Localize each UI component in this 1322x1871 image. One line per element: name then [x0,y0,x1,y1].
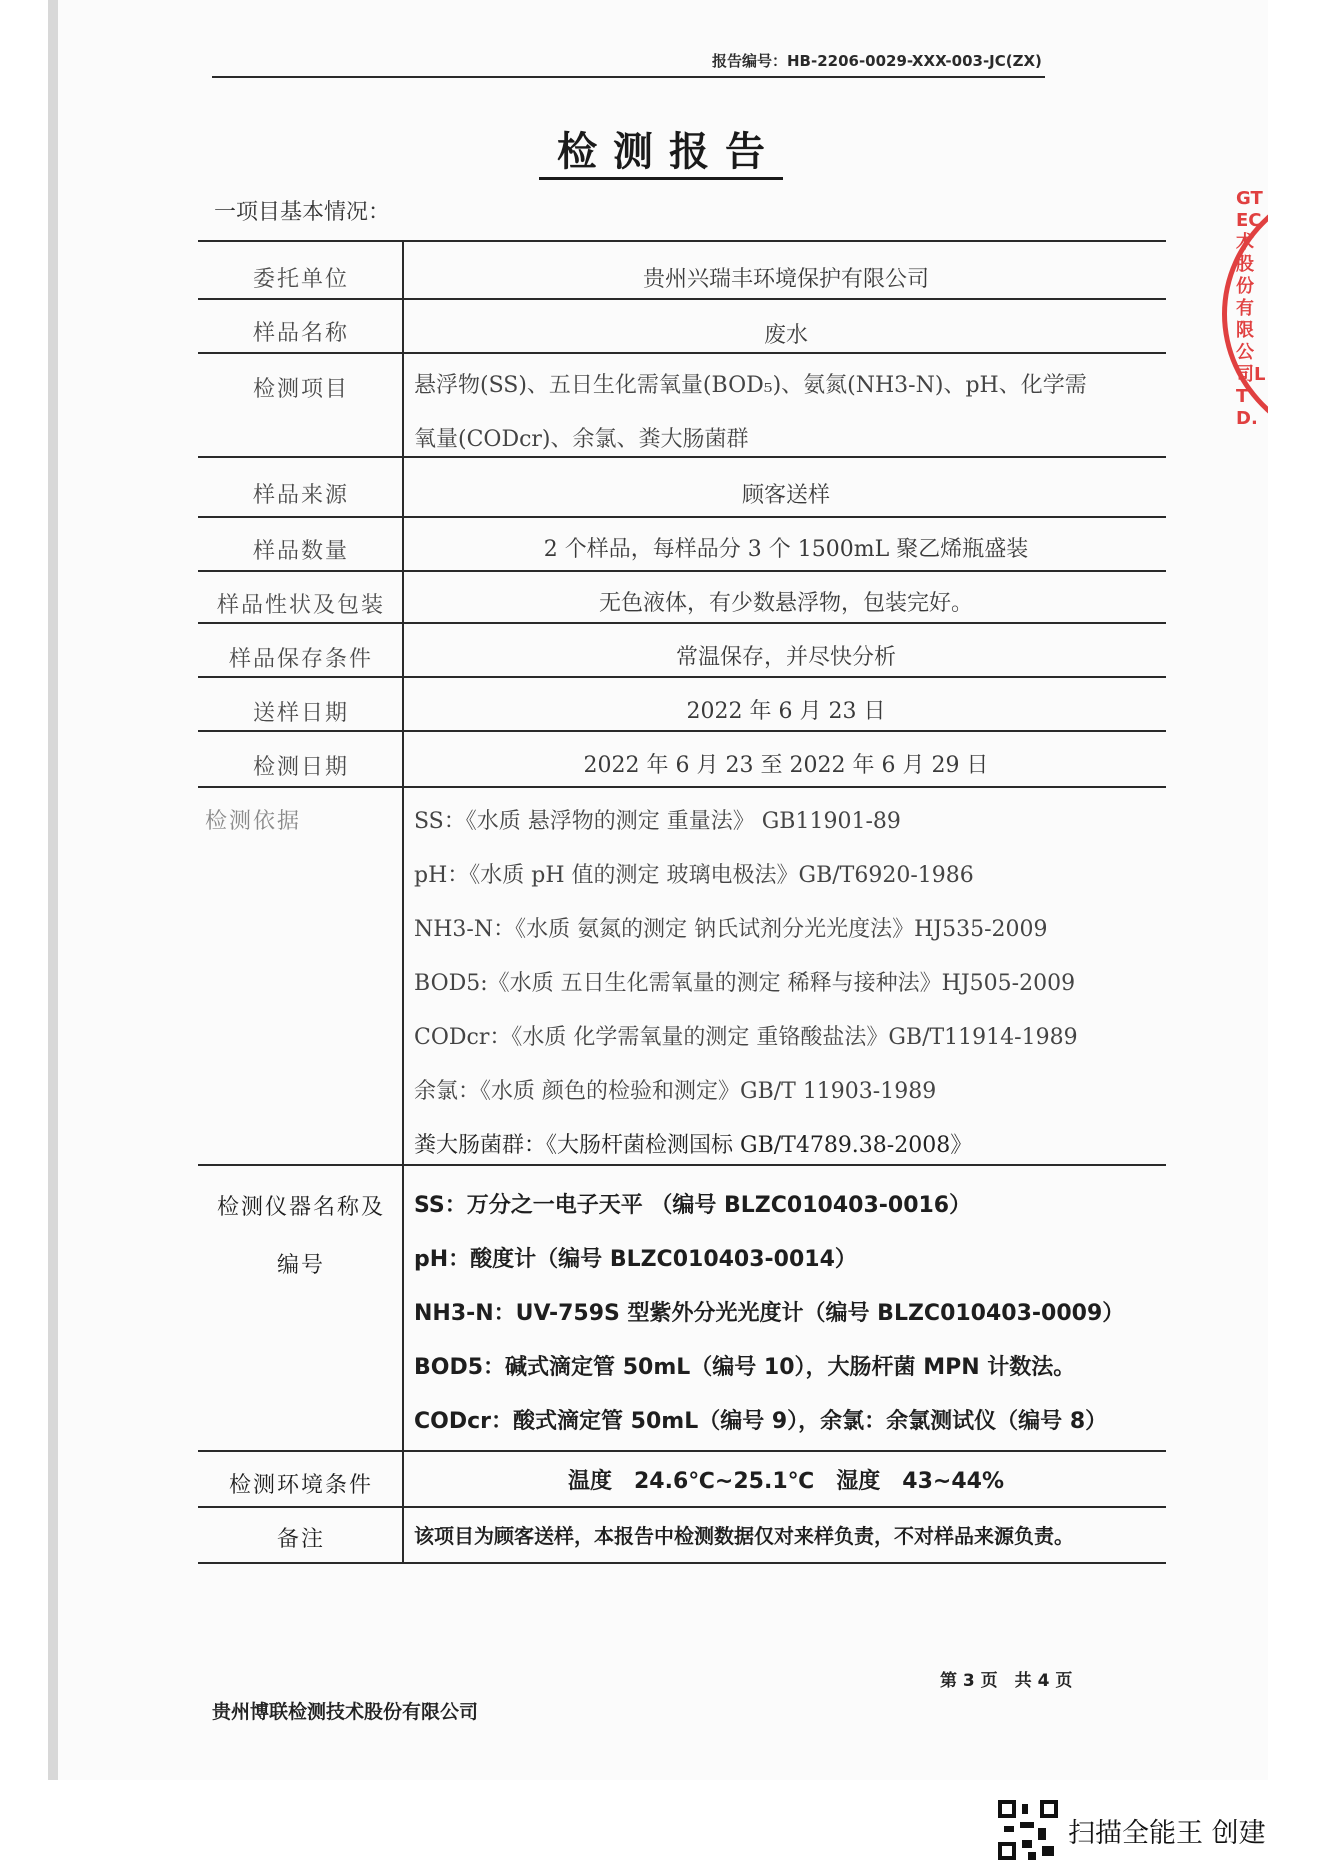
basis-line: 余氯：《水质 颜色的检验和测定》GB/T 11903-1989 [414,1079,937,1104]
row-rule [198,352,1166,354]
row-rule [198,786,1166,788]
report-number: 报告编号：HB-2206-0029-XXX-003-JC(ZX) [712,52,1042,70]
sample-source-label: 样品来源 [252,483,349,508]
row-rule [198,1164,404,1166]
sample-condition-label: 样品性状及包装 [216,593,385,618]
seal-text: GTEC术股份有限公司LTD. [1236,188,1266,429]
basis-line: CODcr：《水质 化学需氧量的测定 重铬酸盐法》GB/T11914-1989 [414,1025,1078,1050]
qr-code-icon [998,1800,1058,1860]
instrument-line: SS：万分之一电子天平 （编号 BLZC010403-0016） [414,1193,972,1218]
column-divider [402,240,404,1562]
scanner-watermark [998,1800,1266,1860]
watermark-text: 扫描全能王 创建 [1068,1817,1266,1849]
instrument-line: pH：酸度计（编号 BLZC010403-0014） [414,1247,857,1272]
environment-label: 检测环境条件 [228,1473,373,1498]
row-rule [198,240,1166,242]
row-rule [198,622,1166,624]
sample-quantity-label: 样品数量 [252,539,349,564]
basis-line: SS：《水质 悬浮物的测定 重量法》 GB11901-89 [414,809,901,834]
basis-line: NH3-N：《水质 氨氮的测定 钠氏试剂分光光度法》HJ535-2009 [414,917,1048,942]
row-rule [198,676,1166,678]
instrument-line: BOD5：碱式滴定管 50mL（编号 10），大肠杆菌 MPN 计数法。 [414,1355,1076,1380]
storage-value: 常温保存，并尽快分析 [675,645,896,670]
remarks-value: 该项目为顾客送样，本报告中检测数据仅对来样负责，不对样品来源负责。 [414,1524,1074,1548]
row-rule [404,1164,1166,1166]
row-rule [198,730,1166,732]
row-rule [198,1506,1166,1508]
row-rule [198,1450,1166,1452]
test-date-label: 检测日期 [252,755,349,780]
instruments-label-line-2: 编号 [276,1253,325,1278]
sample-name-label: 样品名称 [252,321,349,346]
row-rule [198,570,1166,572]
sample-name-value: 废水 [763,323,808,348]
storage-label: 样品保存条件 [228,647,373,672]
row-rule [198,298,1166,300]
remarks-label: 备注 [276,1527,325,1552]
section-heading: 一项目基本情况： [214,200,391,225]
instrument-line: NH3-N：UV-759S 型紫外分光光度计（编号 BLZC010403-0009） [414,1301,1125,1326]
instrument-line: CODcr：酸式滴定管 50mL（编号 9），余氯：余氯测试仪（编号 8） [414,1409,1108,1434]
report-title-text: 检测报告 [539,129,783,180]
basis-line: BOD5:《水质 五日生化需氧量的测定 稀释与接种法》HJ505-2009 [414,971,1076,996]
row-rule [198,516,1166,518]
sample-quantity-value: 2 个样品，每样品分 3 个 1500mL 聚乙烯瓶盛装 [543,537,1029,562]
row-rule [198,456,1166,458]
test-date-value: 2022 年 6 月 23 至 2022 年 6 月 29 日 [583,753,989,778]
basis-line: pH：《水质 pH 值的测定 玻璃电极法》GB/T6920-1986 [414,863,974,888]
environment-value: 温度 24.6℃~25.1℃ 湿度 43~44% [568,1469,1004,1494]
test-items-line-2: 氧量(CODcr)、余氯、粪大肠菌群 [414,427,749,452]
test-basis-label: 检测依据 [204,809,301,834]
delivery-date-label: 送样日期 [252,701,349,726]
footer-company: 贵州博联检测技术股份有限公司 [212,1701,479,1723]
test-items-label: 检测项目 [252,377,349,402]
test-items-line-1: 悬浮物(SS)、五日生化需氧量(BOD₅)、氨氮(NH3-N)、pH、化学需 [414,373,1087,398]
basis-line: 粪大肠菌群：《大肠杆菌检测国标 GB/T4789.38-2008》 [414,1133,973,1158]
client-value: 贵州兴瑞丰环境保护有限公司 [642,267,929,292]
page-number: 第 3 页 共 4 页 [940,1671,1073,1691]
delivery-date-value: 2022 年 6 月 23 日 [686,699,886,724]
sample-condition-value: 无色液体，有少数悬浮物，包装完好。 [598,591,973,616]
instruments-label: 检测仪器名称及 [216,1195,385,1220]
row-rule [198,1562,1166,1564]
sample-source-value: 顾客送样 [741,483,830,508]
red-seal-stamp [1222,176,1268,452]
client-label: 委托单位 [252,267,349,292]
